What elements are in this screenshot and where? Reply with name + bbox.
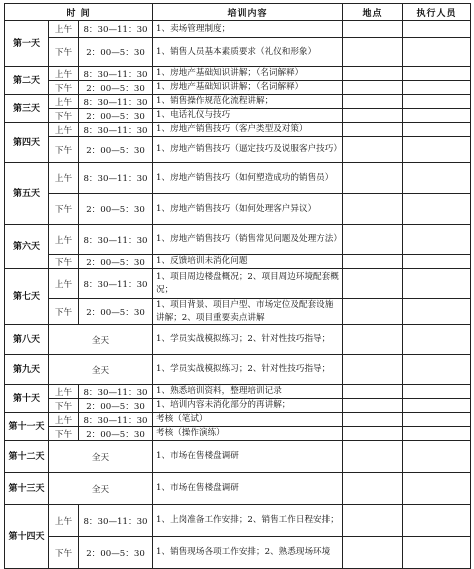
location-cell <box>343 385 403 399</box>
content-cell: 1、房地产销售技巧（客户类型及对策） <box>153 123 343 137</box>
content-cell: 1、学员实战模拟练习；2、针对性技巧指导； <box>153 355 343 385</box>
executor-cell <box>403 255 471 269</box>
content-cell: 1、熟悉培训资料，整理培训记录 <box>153 385 343 399</box>
period-cell: 下午 <box>49 194 79 225</box>
schedule-row <box>5 38 471 67</box>
period-cell: 全天 <box>49 325 153 355</box>
executor-cell <box>403 441 471 473</box>
header-row <box>5 4 471 21</box>
day-label: 第一天 <box>5 21 49 67</box>
schedule-row <box>5 21 471 38</box>
header-location: 地点 <box>343 4 403 21</box>
time-cell: 8：30—11：30 <box>79 505 153 537</box>
schedule-row <box>5 385 471 399</box>
content-cell: 1、房地产销售技巧（如何塑造成功的销售员） <box>153 163 343 194</box>
time-cell: 2：00—5：30 <box>79 38 153 67</box>
schedule-row <box>5 473 471 505</box>
location-cell <box>343 473 403 505</box>
location-cell <box>343 427 403 441</box>
period-cell: 上午 <box>49 123 79 137</box>
location-cell <box>343 95 403 109</box>
period-cell: 下午 <box>49 81 79 95</box>
schedule-row <box>5 269 471 299</box>
location-cell <box>343 269 403 299</box>
location-cell <box>343 255 403 269</box>
time-cell: 8：30—11：30 <box>79 413 153 427</box>
time-cell: 2：00—5：30 <box>79 137 153 163</box>
location-cell <box>343 355 403 385</box>
time-cell: 8：30—11：30 <box>79 67 153 81</box>
content-cell: 1、销售操作规范化流程讲解； <box>153 95 343 109</box>
location-cell <box>343 194 403 225</box>
location-cell <box>343 441 403 473</box>
content-cell: 1、市场在售楼盘调研 <box>153 441 343 473</box>
executor-cell <box>403 194 471 225</box>
day-label: 第五天 <box>5 163 49 225</box>
period-cell: 全天 <box>49 473 153 505</box>
schedule-row <box>5 399 471 413</box>
location-cell <box>343 413 403 427</box>
location-cell <box>343 505 403 537</box>
period-cell: 下午 <box>49 137 79 163</box>
executor-cell <box>403 109 471 123</box>
time-cell: 2：00—5：30 <box>79 299 153 325</box>
period-cell: 下午 <box>49 255 79 269</box>
executor-cell <box>403 123 471 137</box>
time-cell: 8：30—11：30 <box>79 123 153 137</box>
schedule-row <box>5 109 471 123</box>
executor-cell <box>403 299 471 325</box>
time-cell: 2：00—5：30 <box>79 427 153 441</box>
executor-cell <box>403 385 471 399</box>
executor-cell <box>403 225 471 255</box>
period-cell: 上午 <box>49 67 79 81</box>
content-cell: 1、房地产销售技巧（如何处理客户异议） <box>153 194 343 225</box>
period-cell: 下午 <box>49 109 79 123</box>
location-cell <box>343 537 403 569</box>
location-cell <box>343 399 403 413</box>
executor-cell <box>403 537 471 569</box>
period-cell: 下午 <box>49 427 79 441</box>
executor-cell <box>403 355 471 385</box>
schedule-row <box>5 163 471 194</box>
executor-cell <box>403 163 471 194</box>
day-label: 第十四天 <box>5 505 49 569</box>
period-cell: 上午 <box>49 21 79 38</box>
executor-cell <box>403 269 471 299</box>
period-cell: 下午 <box>49 299 79 325</box>
content-cell: 1、房地产基础知识讲解；（名词解释） <box>153 67 343 81</box>
time-cell: 8：30—11：30 <box>79 21 153 38</box>
time-cell: 2：00—5：30 <box>79 194 153 225</box>
day-label: 第十三天 <box>5 473 49 505</box>
executor-cell <box>403 38 471 67</box>
location-cell <box>343 21 403 38</box>
time-cell: 2：00—5：30 <box>79 81 153 95</box>
location-cell <box>343 137 403 163</box>
location-cell <box>343 109 403 123</box>
schedule-body <box>5 21 471 569</box>
content-cell: 考核（操作演练） <box>153 427 343 441</box>
training-schedule-table <box>4 3 471 569</box>
day-label: 第十一天 <box>5 413 49 441</box>
time-cell: 8：30—11：30 <box>79 225 153 255</box>
schedule-row <box>5 537 471 569</box>
content-cell: 1、房地产销售技巧（销售常见问题及处理方法） <box>153 225 343 255</box>
period-cell: 上午 <box>49 225 79 255</box>
time-cell: 8：30—11：30 <box>79 95 153 109</box>
schedule-row <box>5 137 471 163</box>
period-cell: 上午 <box>49 269 79 299</box>
executor-cell <box>403 67 471 81</box>
day-label: 第二天 <box>5 67 49 95</box>
content-cell: 1、学员实战模拟练习；2、针对性技巧指导； <box>153 325 343 355</box>
period-cell: 下午 <box>49 537 79 569</box>
time-cell: 2：00—5：30 <box>79 109 153 123</box>
period-cell: 下午 <box>49 38 79 67</box>
location-cell <box>343 81 403 95</box>
period-cell: 上午 <box>49 163 79 194</box>
executor-cell <box>403 21 471 38</box>
period-cell: 上午 <box>49 413 79 427</box>
content-cell: 考核（笔试） <box>153 413 343 427</box>
executor-cell <box>403 95 471 109</box>
day-label: 第四天 <box>5 123 49 163</box>
executor-cell <box>403 81 471 95</box>
schedule-row <box>5 325 471 355</box>
content-cell: 1、培训内容未消化部分的再讲解； <box>153 399 343 413</box>
content-cell: 1、销售人员基本素质要求（礼仪和形象） <box>153 38 343 67</box>
schedule-row <box>5 355 471 385</box>
time-cell: 2：00—5：30 <box>79 399 153 413</box>
location-cell <box>343 38 403 67</box>
content-cell: 1、反馈培训未消化问题 <box>153 255 343 269</box>
time-cell: 8：30—11：30 <box>79 385 153 399</box>
period-cell: 下午 <box>49 399 79 413</box>
time-cell: 8：30—11：30 <box>79 163 153 194</box>
schedule-row <box>5 505 471 537</box>
schedule-row <box>5 67 471 81</box>
schedule-row <box>5 225 471 255</box>
content-cell: 1、上岗准备工作安排；2、销售工作日程安排； <box>153 505 343 537</box>
schedule-row <box>5 194 471 225</box>
executor-cell <box>403 413 471 427</box>
content-cell: 1、卖场管理制度； <box>153 21 343 38</box>
schedule-row <box>5 81 471 95</box>
content-cell: 1、电话礼仪与技巧 <box>153 109 343 123</box>
day-label: 第六天 <box>5 225 49 269</box>
time-cell: 2：00—5：30 <box>79 255 153 269</box>
content-cell: 1、项目周边楼盘概况；2、项目周边环境配套概况； <box>153 269 343 299</box>
schedule-row <box>5 427 471 441</box>
content-cell: 1、房地产基础知识讲解；（名词解释） <box>153 81 343 95</box>
period-cell: 全天 <box>49 441 153 473</box>
time-cell: 2：00—5：30 <box>79 537 153 569</box>
schedule-row <box>5 255 471 269</box>
period-cell: 上午 <box>49 505 79 537</box>
executor-cell <box>403 137 471 163</box>
time-cell: 8：30—11：30 <box>79 269 153 299</box>
day-label: 第十天 <box>5 385 49 413</box>
content-cell: 1、房地产销售技巧（逼定技巧及说服客户技巧） <box>153 137 343 163</box>
day-label: 第九天 <box>5 355 49 385</box>
day-label: 第十二天 <box>5 441 49 473</box>
period-cell: 上午 <box>49 95 79 109</box>
schedule-row <box>5 299 471 325</box>
schedule-row <box>5 95 471 109</box>
period-cell: 上午 <box>49 385 79 399</box>
header-content: 培训内容 <box>153 4 343 21</box>
location-cell <box>343 163 403 194</box>
location-cell <box>343 67 403 81</box>
day-label: 第三天 <box>5 95 49 123</box>
schedule-row <box>5 413 471 427</box>
header-executor: 执行人员 <box>403 4 471 21</box>
executor-cell <box>403 427 471 441</box>
schedule-row <box>5 123 471 137</box>
content-cell: 1、市场在售楼盘调研 <box>153 473 343 505</box>
location-cell <box>343 123 403 137</box>
content-cell: 1、销售现场各项工作安排；2、熟悉现场环境 <box>153 537 343 569</box>
schedule-row <box>5 441 471 473</box>
executor-cell <box>403 505 471 537</box>
period-cell: 全天 <box>49 355 153 385</box>
executor-cell <box>403 325 471 355</box>
location-cell <box>343 225 403 255</box>
day-label: 第八天 <box>5 325 49 355</box>
executor-cell <box>403 399 471 413</box>
content-cell: 1、项目背景、项目户型、市场定位及配套设施讲解；2、项目重要卖点讲解 <box>153 299 343 325</box>
header-time: 时 间 <box>5 4 153 21</box>
executor-cell <box>403 473 471 505</box>
day-label: 第七天 <box>5 269 49 325</box>
location-cell <box>343 299 403 325</box>
location-cell <box>343 325 403 355</box>
